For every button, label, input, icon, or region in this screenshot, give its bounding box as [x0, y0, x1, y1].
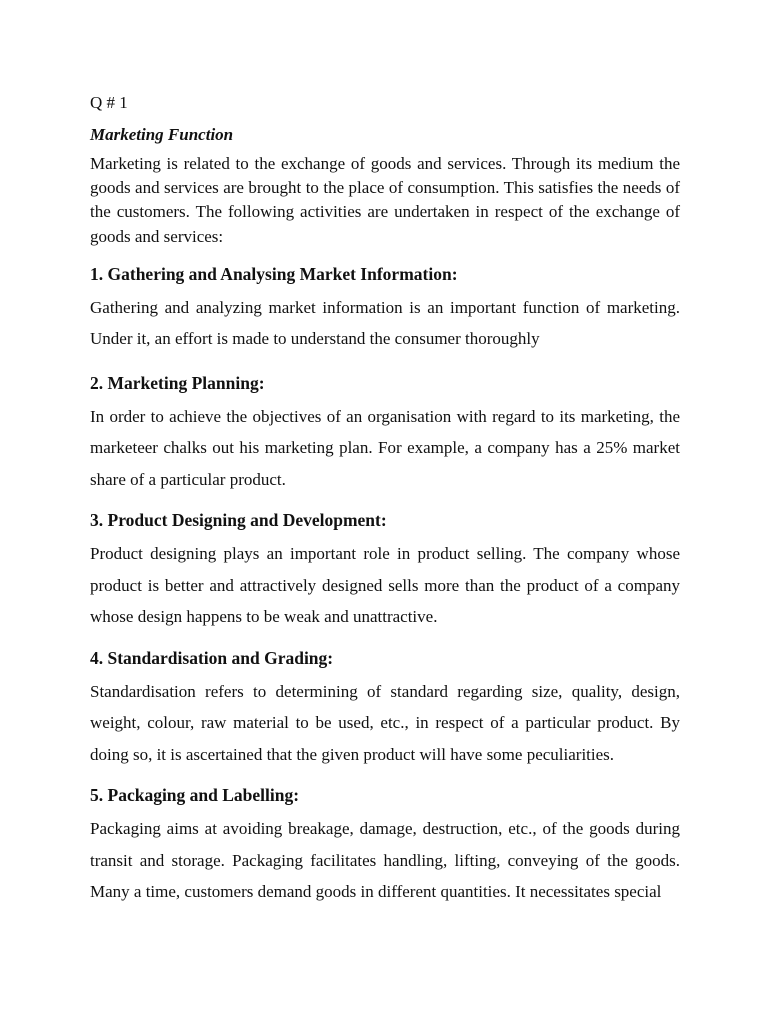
section-heading: 5. Packaging and Labelling:	[90, 785, 300, 806]
section-heading: 1. Gathering and Analysing Market Information:	[90, 263, 458, 284]
question-number: Q # 1	[90, 93, 128, 112]
document-title: Marketing Function	[90, 125, 234, 144]
section-heading: 3. Product Designing and Development:	[90, 510, 387, 531]
section-body: Standardisation refers to determining of standard regarding size, quality, design, weight, colour, raw material to be used, etc., in respect of a particular product. By doing so, it is ascertained that the given product will have some peculiarities.	[90, 681, 680, 764]
section-standardisation-grading	[90, 646, 680, 771]
section-body: In order to achieve the objectives of an organisation with regard to its marketing, the marketeer chalks out his marketing plan. For example, a company has a 25% market share of a particular product.	[90, 406, 680, 489]
section-heading: 2. Marketing Planning:	[90, 372, 265, 393]
section-body: Packaging aims at avoiding breakage, damage, destruction, etc., of the goods during transit and storage. Packaging facilitates handling, lifting, conveying of the goods. Many a time, customers demand goods in different quantities. It necessitates special	[90, 819, 680, 902]
section-body: Gathering and analyzing market information is an important function of marketing. Under it, an effort is made to understand the consumer thoroughly	[90, 297, 680, 349]
intro-paragraph: Marketing is related to the exchange of goods and services. Through its medium the goods and services are brought to the place of consumption. This satisfies the needs of the customers. The following activities are undertaken in respect of the exchange of goods and services:	[90, 154, 680, 246]
section-gathering-market-information	[90, 262, 680, 355]
section-body: Product designing plays an important role in product selling. The company whose product is better and attractively designed sells more than the product of a company whose design happens to be weak and unattractive.	[90, 544, 680, 627]
document-page	[90, 92, 680, 921]
section-marketing-planning	[90, 371, 680, 496]
section-product-designing	[90, 508, 680, 633]
section-heading: 4. Standardisation and Grading:	[90, 647, 334, 668]
section-packaging-labelling	[90, 783, 680, 908]
